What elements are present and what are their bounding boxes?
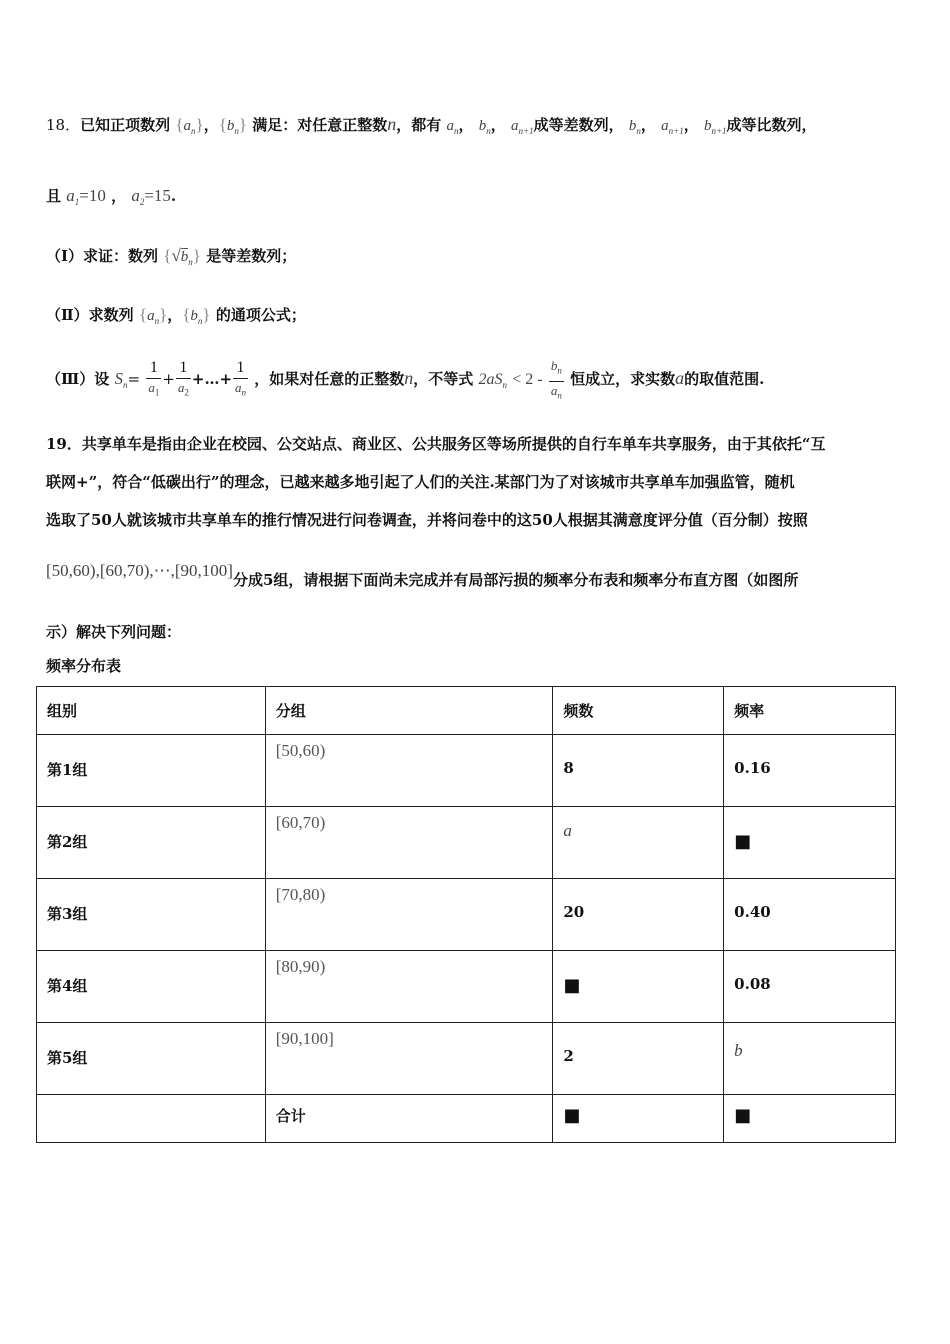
interval-cell: [80,90): [275, 957, 326, 976]
header-interval: 分组: [265, 687, 553, 735]
count-cell: 8: [563, 759, 574, 777]
table-header-row: [37, 687, 896, 735]
seq-a: a: [183, 118, 192, 134]
table-row: [37, 879, 896, 951]
table-total-row: [37, 1095, 896, 1143]
q18-part-1: （Ⅰ）求证：数列 $\{√b_n\}$ 是等差数列；: [46, 246, 297, 267]
q18-part-2: （Ⅱ）求数列 $\{a_n\}$，$\{b_n\}$ 的通项公式；: [46, 305, 306, 326]
table-title: 频率分布表: [46, 657, 122, 675]
interval-cell: [50,60): [275, 741, 326, 760]
fraction-n: $\frac{1}{a_n}$: [235, 359, 247, 398]
q19-line-5: 示）解决下列问题：: [46, 623, 182, 641]
fraction-2: $\frac{1}{a_2}$: [177, 359, 189, 398]
q19-line-1: 19．共享单车是指由企业在校园、公交站点、商业区、公共服务区等场所提供的自行车单车共享服务，由于其依托“互: [46, 435, 826, 453]
q18-text-5: 成等比数列，: [726, 116, 817, 134]
q18-part-3: （Ⅲ）设 $S_n=$ $\frac{1}{a_1}$ + $\frac{1}{a_2}$ +…+ $\frac{1}{a_n}$ ，如果对任意的正整数n，不等式 $2aS_n < 2$ - $\frac{b_n}{a_n}$ 恒成立，求实数a的取值范围.: [46, 356, 764, 406]
table-row: [37, 807, 896, 879]
q18-text-3: ，都有: [396, 116, 442, 134]
q18-text-4: 成等差数列，: [533, 116, 624, 134]
fraction-1: $\frac{1}{a_1}$: [148, 359, 160, 398]
frequency-cell: 0.16: [734, 759, 771, 777]
interval-list: [50,60),[60,70),⋯,[90,100]: [46, 561, 233, 580]
fraction-bn-an: $\frac{b_n}{a_n}$: [550, 358, 562, 401]
count-cell: 2: [563, 1047, 574, 1065]
q18-line-2: 且 $a_1=10$ ， $a_2=15$.: [46, 186, 177, 207]
interval-cell: [60,70): [275, 813, 326, 832]
q18-line-1: 18．已知正项数列 $\{a_n\}$，$\{b_n\}$ 满足：对任意正整数n，都有 $a_n$， $b_n$， $a_{n+1}$成等差数列， $b_n$， $a_{n+1}$， $b_{n+1}$成等比数列，: [46, 114, 817, 136]
header-count: 频数: [553, 687, 724, 735]
seq-b: b: [226, 118, 235, 134]
group-label: 第2组: [47, 833, 88, 851]
total-label: 合计: [275, 1107, 306, 1125]
group-label: 第4组: [47, 977, 88, 995]
q19-line-3: 选取了50人就该城市共享单车的推行情况进行问卷调查，并将问卷中的这50人根据其满意度评分值（百分制）按照: [46, 511, 808, 529]
group-label: 第3组: [47, 905, 88, 923]
header-frequency: 频率: [724, 687, 896, 735]
frequency-cell: 0.08: [734, 975, 771, 993]
table-row: [37, 735, 896, 807]
total-frequency-smudge: ■: [734, 1105, 752, 1126]
group-label: 第5组: [47, 1049, 88, 1067]
table-row: [37, 1023, 896, 1095]
count-smudge: ■: [563, 975, 581, 996]
count-cell: 20: [563, 903, 585, 921]
header-group: 组别: [37, 687, 266, 735]
frequency-cell: 0.40: [734, 903, 771, 921]
frequency-cell: b: [734, 1041, 743, 1060]
q18-number: 18．: [46, 116, 81, 134]
table-row: [37, 951, 896, 1023]
frequency-smudge: ■: [734, 831, 752, 852]
interval-cell: [70,80): [275, 885, 326, 904]
q19-line-4: [50,60),[60,70),⋯,[90,100]分成5组，请根据下面尚未完成并有局部污损的频率分布表和频率分布直方图（如图所: [46, 561, 799, 589]
group-label: 第1组: [47, 761, 88, 779]
frequency-table: [36, 686, 896, 1143]
interval-cell: [90,100]: [275, 1029, 334, 1048]
q19-line-2: 联网+”，符合“低碳出行”的理念，已越来越多地引起了人们的关注.某部门为了对该城市共享单车加强监管，随机: [46, 473, 795, 491]
q18-text-2: 满足：对任意正整数: [252, 116, 388, 134]
count-cell: a: [563, 821, 572, 840]
sqrt-icon: √: [171, 246, 181, 265]
q18-text-1: 已知正项数列: [80, 116, 171, 134]
total-count-smudge: ■: [563, 1105, 581, 1126]
